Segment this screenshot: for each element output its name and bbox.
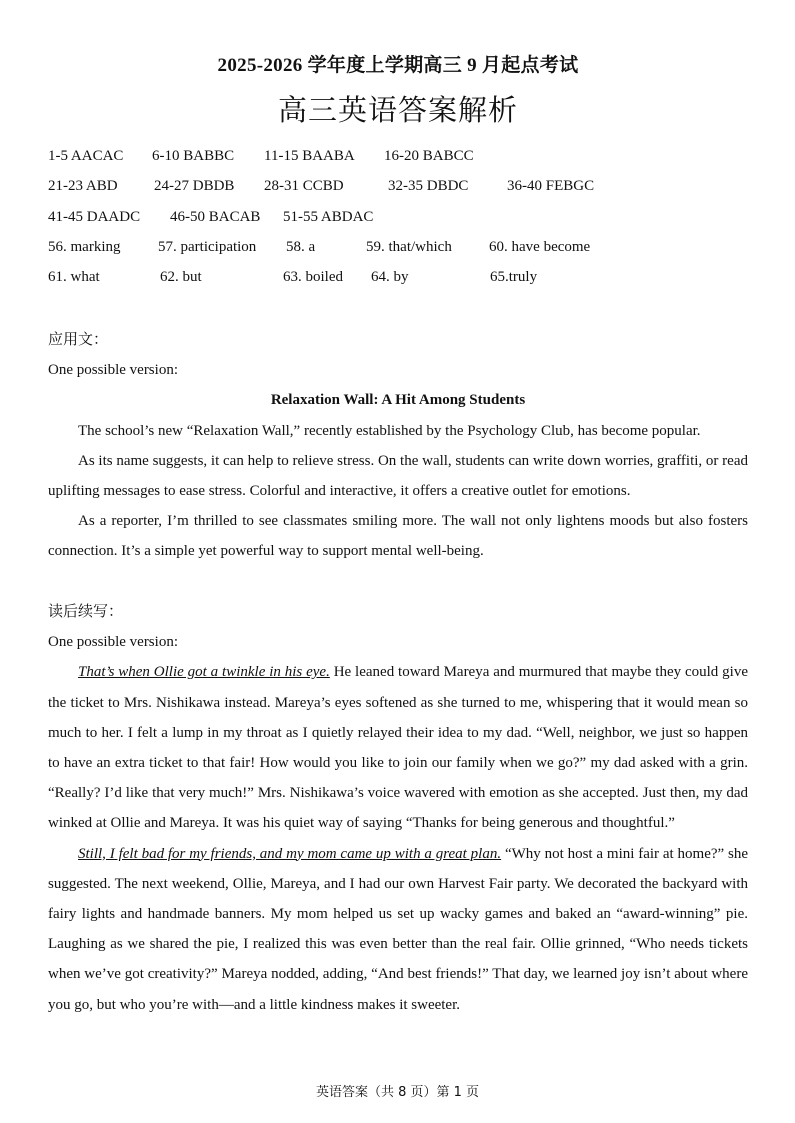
answer-group: 1-5 AACAC: [48, 148, 124, 164]
answer-group: 36-40 FEBGC: [507, 178, 595, 195]
answer-item: 64. by: [371, 269, 409, 286]
answer-item: 62. but: [160, 269, 202, 286]
answer-row-4: [48, 239, 748, 269]
answer-item: 65.truly: [490, 269, 538, 286]
paragraph-body: He leaned toward Mareya and murmured that maybe they could give the ticket to Mrs. Nishikawa instead. Mareya’s eyes softened as she turned to me, whispering that it would mean so much to her. I felt a lump in my throat as I quietly relayed their idea to my dad. “Well, neighbor, we just so happen to have an extra ticket to that fair! How would you like to join our family when we go?” my dad asked with a grin. “Really? I’d like that very much!” Mrs. Nishikawa’s voice wavered with emotion as she accepted. Just then, my dad winked at Ollie and Mareya. It was his quiet way of saying “Thanks for being generous and thoughtful.”: [48, 664, 748, 832]
answer-row-1: [48, 148, 748, 178]
answer-item: 61. what: [48, 269, 100, 286]
answer-group: 16-20 BABCC: [384, 148, 474, 164]
answer-item: 56. marking: [48, 238, 121, 255]
answer-group: 24-27 DBDB: [154, 178, 235, 195]
answer-group: 32-35 DBDC: [388, 178, 469, 195]
document-title: 高三英语答案解析: [277, 95, 518, 127]
paragraph-lead-sentence: Still, I felt bad for my friends, and my mom came up with a great plan.: [78, 845, 502, 862]
story-paragraph-1: [48, 657, 748, 838]
essay-paragraph: As its name suggests, it can help to relieve stress. On the wall, students can write down worries, graffiti, or read uplifting messages to ease stress. Colorful and interactive, it offers a creative outlet for emotions.: [48, 452, 748, 499]
version-label: One possible version:: [48, 634, 178, 651]
answer-row-5: [48, 269, 748, 299]
answer-group: 51-55 ABDAC: [283, 208, 374, 225]
paragraph-body: “Why not host a mini fair at home?” she suggested. The next weekend, Ollie, Mareya, and I had our own Harvest Fair party. We decorated the backyard with fairy lights and handmade banners. My mom helped us set up wacky games and baked an “award-winning” pie. Laughing as we shared the pie, I realized this was even better than the real fair. Ollie grinned, “Who needs tickets when we’ve got creativity?” Mareya nodded, adding, “And best friends!” That day, we learned joy isn’t about where you go, but who you’re with—and a little kindness makes it sweeter.: [48, 845, 748, 1013]
answer-group: 11-15 BAABA: [264, 148, 355, 164]
paragraph-lead-sentence: That’s when Ollie got a twinkle in his eye.: [78, 664, 330, 681]
answer-group: 28-31 CCBD: [264, 178, 344, 195]
answer-row-3: [48, 209, 748, 239]
answer-group: 21-23 ABD: [48, 178, 118, 195]
section-label: 读后续写：: [48, 604, 124, 620]
essay-paragraph: As a reporter, I’m thrilled to see classmates smiling more. The wall not only lightens moods but also fosters connection. It’s a simple yet powerful way to support mental well-being.: [48, 513, 748, 560]
answer-item: 57. participation: [158, 238, 257, 255]
answer-row-2: [48, 178, 748, 208]
story-paragraph-2: [48, 839, 748, 1020]
answer-group: 6-10 BABBC: [152, 148, 235, 164]
answer-item: 59. that/which: [366, 238, 452, 255]
section-label: 应用文：: [48, 332, 109, 348]
exam-title: 2025-2026 学年度上学期高三 9 月起点考试: [217, 55, 579, 76]
essay-paragraph: The school’s new “Relaxation Wall,” recently established by the Psychology Club, has become popular.: [78, 422, 701, 439]
practical-writing-section: [48, 325, 748, 567]
answer-item: 58. a: [286, 238, 316, 255]
answer-key: [48, 148, 748, 299]
version-label: One possible version:: [48, 362, 178, 379]
continuation-writing-section: [48, 597, 748, 1020]
answer-item: 63. boiled: [283, 269, 343, 286]
page-footer: 英语答案（共 8 页）第 1 页: [315, 1085, 480, 1100]
answer-item: 60. have become: [489, 238, 591, 255]
answer-group: 41-45 DAADC: [48, 208, 141, 225]
essay-title: Relaxation Wall: A Hit Among Students: [270, 392, 526, 409]
answer-group: 46-50 BACAB: [170, 208, 261, 225]
